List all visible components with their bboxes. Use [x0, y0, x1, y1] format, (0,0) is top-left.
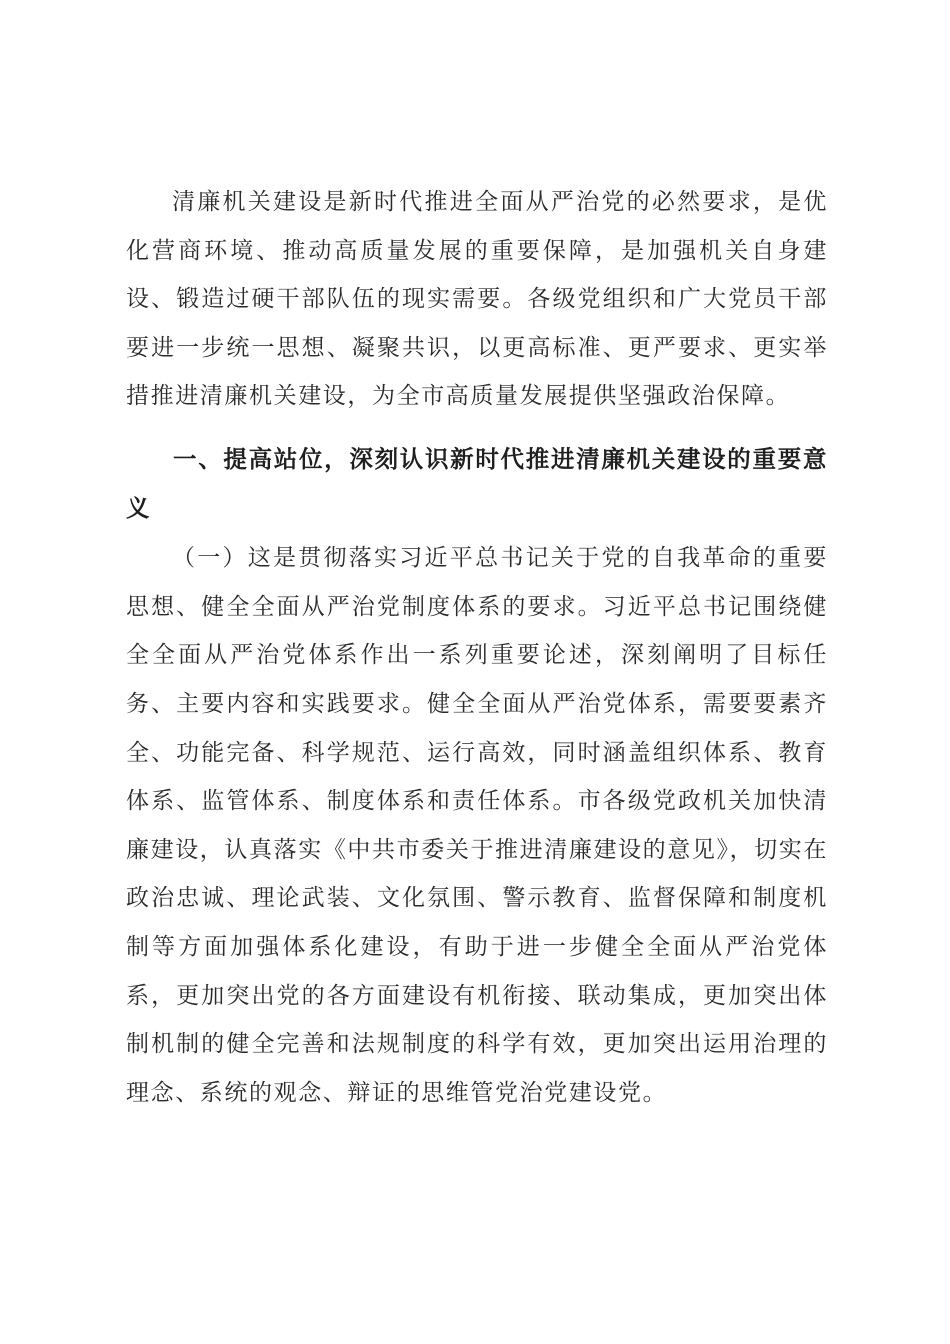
- intro-paragraph: 清廉机关建设是新时代推进全面从严治党的必然要求，是优化营商环境、推动高质量发展的重要保障，是加强机关自身建设、锻造过硬干部队伍的现实需要。各级党组织和广大党员干部要进一步统一思想、凝聚共识，以更高标准、更严要求、更实举措推进清廉机关建设，为全市高质量发展提供坚强政治保障。: [126, 189, 828, 410]
- section-heading: 一、提高站位，深刻认识新时代推进清廉机关建设的重要意义: [126, 444, 828, 522]
- document-body: [126, 178, 828, 1117]
- sub-paragraph: （一）这是贯彻落实习近平总书记关于党的自我革命的重要思想、健全全面从严治党制度体系的要求。习近平总书记围绕健全全面从严治党体系作出一系列重要论述，深刻阐明了目标任务、主要内容和实践要求。健全全面从严治党体系，需要要素齐全、功能完备、科学规范、运行高效，同时涵盖组织体系、教育体系、监管体系、制度体系和责任体系。市各级党政机关加快清廉建设，认真落实《中共市委关于推进清廉建设的意见》，切实在政治忠诚、理论武装、文化氛围、警示教育、监督保障和制度机制等方面加强体系化建设，有助于进一步健全全面从严治党体系，更加突出党的各方面建设有机衔接、联动集成，更加突出体制机制的健全完善和法规制度的科学有效，更加突出运用治理的理念、系统的观念、辩证的思维管党治党建设党。: [126, 545, 828, 1106]
